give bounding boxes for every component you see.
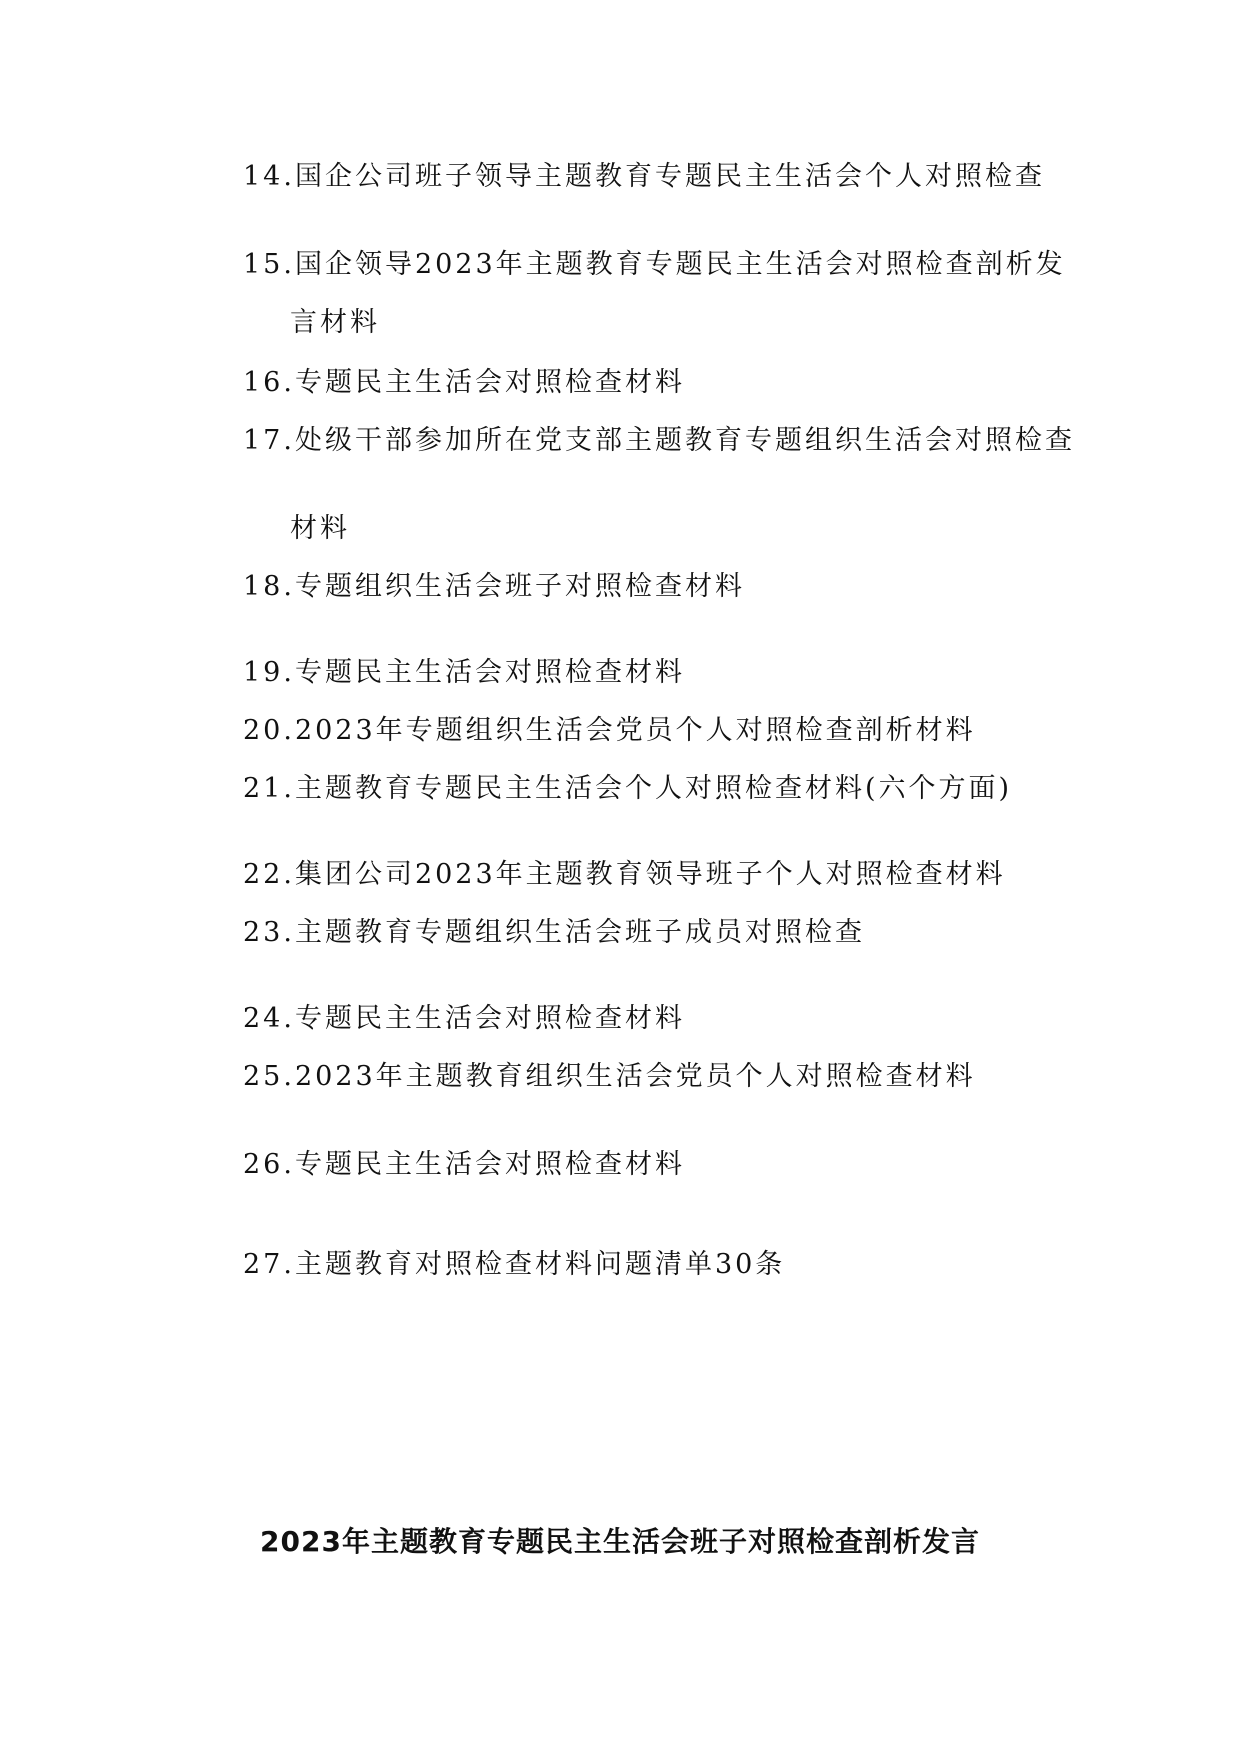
toc-item-title: 专题民主生活会对照检查材料 [294,657,685,688]
toc-item-18[interactable] [243,570,745,604]
toc-item-title: 主题教育对照检查材料问题清单30条 [294,1249,786,1280]
toc-item-number: 15. [243,249,295,280]
toc-item-number: 23. [243,917,295,948]
toc-item-15-continuation[interactable]: 言材料 [290,307,380,338]
toc-item-27[interactable] [243,1248,785,1282]
toc-item-number: 16. [243,367,295,398]
toc-item-title: 主题教育专题组织生活会班子成员对照检查 [294,917,865,948]
toc-item-title: 处级干部参加所在党支部主题教育专题组织生活会对照检查 [294,425,1075,456]
toc-item-19[interactable] [243,656,685,690]
toc-item-14[interactable] [243,160,1045,194]
toc-item-22[interactable] [243,858,1006,892]
toc-item-number: 21. [243,773,295,804]
toc-item-17-continuation[interactable]: 材料 [290,513,350,544]
toc-item-title: 专题民主生活会对照检查材料 [294,1149,685,1180]
toc-item-number: 20. [243,715,295,746]
toc-item-title: 2023年专题组织生活会党员个人对照检查剖析材料 [294,715,976,746]
toc-item-23[interactable] [243,916,865,950]
toc-item-title: 国企领导2023年主题教育专题民主生活会对照检查剖析发 [294,249,1066,280]
toc-item-number: 17. [243,425,295,456]
toc-item-16[interactable] [243,366,685,400]
toc-item-title: 主题教育专题民主生活会个人对照检查材料(六个方面) [294,773,1013,804]
toc-item-17[interactable] [243,424,1075,458]
toc-item-number: 24. [243,1003,295,1034]
toc-item-26[interactable] [243,1148,685,1182]
toc-item-25[interactable] [243,1060,976,1094]
toc-item-20[interactable] [243,714,976,748]
toc-item-21[interactable] [243,772,1012,806]
toc-item-number: 22. [243,859,295,890]
toc-item-number: 14. [243,161,295,192]
toc-item-number: 26. [243,1149,295,1180]
toc-item-title: 专题组织生活会班子对照检查材料 [294,571,745,602]
toc-item-number: 27. [243,1249,295,1280]
toc-item-title: 国企公司班子领导主题教育专题民主生活会个人对照检查 [294,161,1045,192]
toc-item-title: 专题民主生活会对照检查材料 [294,1003,685,1034]
toc-item-number: 18. [243,571,295,602]
toc-item-number: 25. [243,1061,295,1092]
toc-item-title: 2023年主题教育组织生活会党员个人对照检查材料 [294,1061,976,1092]
toc-item-24[interactable] [243,1002,685,1036]
section-heading: 2023年主题教育专题民主生活会班子对照检查剖析发言 [260,1525,980,1558]
toc-item-title: 集团公司2023年主题教育领导班子个人对照检查材料 [294,859,1006,890]
toc-item-number: 19. [243,657,295,688]
toc-item-15[interactable] [243,248,1066,282]
toc-item-title: 专题民主生活会对照检查材料 [294,367,685,398]
